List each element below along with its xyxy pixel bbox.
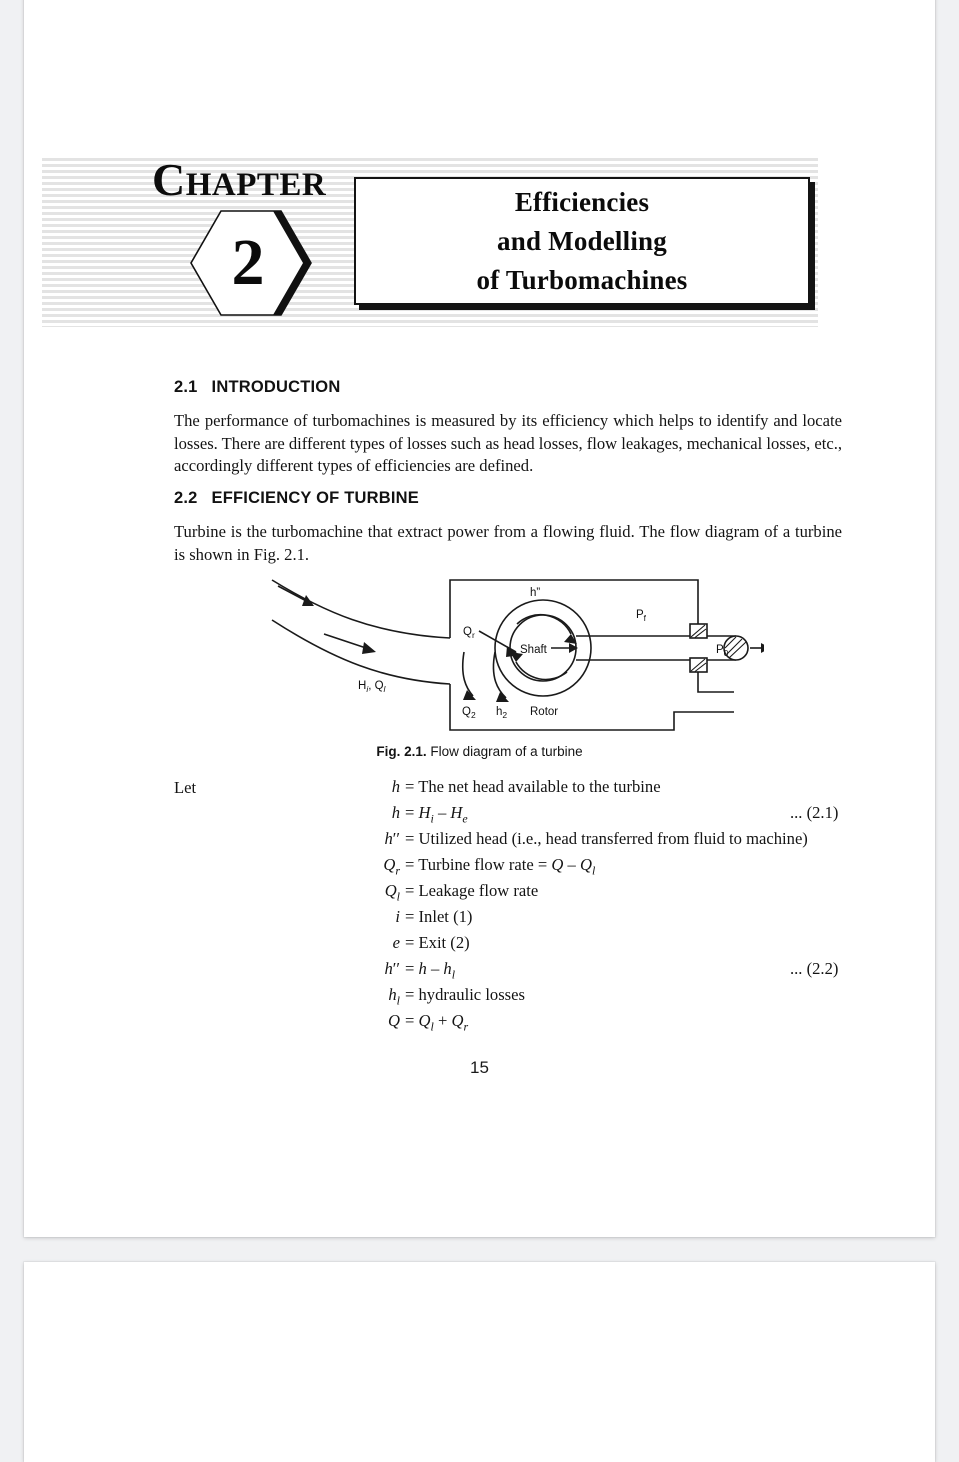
- definition-text: = Exit (2): [405, 933, 470, 952]
- section-number-2-1: 2.1: [174, 378, 198, 396]
- definition-symbol: $h_l$: [354, 985, 405, 1008]
- definition-text: = $Q_l + Q_r$: [405, 1011, 468, 1030]
- definition-expression: [354, 829, 808, 849]
- shaft-direction-arrowhead: [569, 643, 578, 653]
- definition-text: = $H_i - H_e$: [405, 803, 468, 822]
- definition-row: [354, 777, 854, 803]
- equation-number: ... (2.1): [790, 803, 838, 823]
- chapter-title-line-1: Efficiencies: [515, 183, 649, 222]
- chapter-title-box: [354, 177, 810, 305]
- definition-expression: [354, 907, 472, 927]
- diagram-label-utilized-head: h”: [530, 587, 540, 599]
- diagram-label-rotor: Rotor: [530, 706, 558, 718]
- definition-row: [354, 959, 854, 985]
- definition-symbol: Q: [354, 1011, 405, 1031]
- definition-row: [354, 881, 854, 907]
- page-content-area: [24, 0, 935, 1237]
- definition-list: [354, 777, 854, 1037]
- diagram-label-exit-flow: $Q_2$: [462, 706, 476, 720]
- diagram-label-shaft: Shaft: [520, 644, 548, 656]
- output-power-arrowhead: [761, 643, 764, 653]
- figure-label: Fig. 2.1.: [376, 744, 426, 759]
- definition-row: [354, 1011, 854, 1037]
- page-number: 15: [24, 1058, 935, 1078]
- definition-symbol: $Q_r$: [354, 855, 405, 878]
- diagram-label-output-power: $P_0$: [716, 644, 729, 658]
- casing-lower-wall: [450, 684, 734, 730]
- definition-symbol: h′′: [354, 829, 405, 849]
- definition-text: = Turbine flow rate = Q – $Q_l$: [405, 855, 595, 874]
- definition-row: [354, 985, 854, 1011]
- inlet-duct-upper-wall: [272, 580, 450, 638]
- definition-row: [354, 803, 854, 829]
- section-title-2-2: EFFICIENCY OF TURBINE: [212, 489, 419, 507]
- rotor-rotation-arc-upper: [517, 615, 571, 634]
- equation-number: ... (2.2): [790, 959, 838, 979]
- definition-text: = Utilized head (i.e., head transferred from fluid to machine): [405, 829, 808, 848]
- diagram-label-inlet: $H_i$, $Q_l$: [358, 680, 387, 694]
- document-page-1: [24, 0, 935, 1237]
- definition-symbol: i: [354, 907, 405, 927]
- definition-text: = Leakage flow rate: [405, 881, 538, 900]
- section-body-2-2: Turbine is the turbomachine that extract power from a flowing fluid. The flow diagram of a turbine is shown in Fig. 2.1.: [174, 521, 842, 566]
- definition-expression: [354, 881, 538, 904]
- definition-row: [354, 907, 854, 933]
- definition-symbol: $Q_l$: [354, 881, 405, 904]
- definition-expression: [354, 803, 468, 826]
- chapter-number-text: 2: [187, 207, 315, 319]
- definition-expression: [354, 959, 455, 982]
- definition-row: [354, 829, 854, 855]
- definition-expression: [354, 1011, 468, 1034]
- document-page-2: [24, 1262, 935, 1462]
- rotor-rotation-arc-lower: [516, 662, 567, 679]
- section-number-2-2: 2.2: [174, 489, 198, 507]
- definition-expression: [354, 777, 661, 797]
- definition-symbol: e: [354, 933, 405, 953]
- definition-symbol: h′′: [354, 959, 405, 979]
- casing-upper-wall: [450, 580, 698, 638]
- figure-caption: [24, 744, 935, 759]
- turbine-diagram-svg: [264, 572, 764, 737]
- definition-expression: [354, 855, 595, 878]
- chapter-number-hexagon: [187, 207, 315, 319]
- turbine-flow-diagram: [264, 572, 764, 737]
- chapter-title-line-3: of Turbomachines: [477, 261, 688, 300]
- definition-symbol: h: [354, 777, 405, 797]
- inlet-duct-lower-wall: [272, 620, 450, 684]
- diagram-label-exit-head: $h_2$: [496, 706, 507, 720]
- section-title-2-1: INTRODUCTION: [212, 378, 341, 396]
- section-heading-2-2: [174, 489, 419, 508]
- definition-expression: [354, 933, 470, 953]
- inlet-flow-arrowhead-2: [362, 642, 376, 654]
- chapter-word-remainder: HAPTER: [186, 167, 327, 203]
- definition-expression: [354, 985, 525, 1008]
- definition-text: = hydraulic losses: [405, 985, 525, 1004]
- chapter-word: [152, 157, 326, 208]
- definition-row: [354, 855, 854, 881]
- chapter-header-banner: [42, 155, 818, 327]
- chapter-title-line-2: and Modelling: [497, 222, 667, 261]
- definition-text: = Inlet (1): [405, 907, 472, 926]
- exit-flow-arrow-q2: [463, 652, 473, 696]
- definition-symbol: h: [354, 803, 405, 823]
- figure-caption-text: Flow diagram of a turbine: [427, 744, 583, 759]
- definition-text: = h – $h_l$: [405, 959, 455, 978]
- diagram-label-friction-power: $P_f$: [636, 609, 647, 623]
- section-body-2-1: The performance of turbomachines is measured by its efficiency which helps to identify and locate losses. There are different types of losses such as head losses, flow leakages, mechanical losses, etc., accordingly different types of efficiencies are defined.: [174, 410, 842, 478]
- diagram-label-rotor-flow: $Q_r$: [463, 626, 475, 640]
- definition-text: = The net head available to the turbine: [405, 777, 661, 796]
- let-keyword: Let: [174, 778, 196, 798]
- chapter-word-first-letter: C: [152, 154, 186, 205]
- definition-row: [354, 933, 854, 959]
- section-heading-2-1: [174, 378, 340, 397]
